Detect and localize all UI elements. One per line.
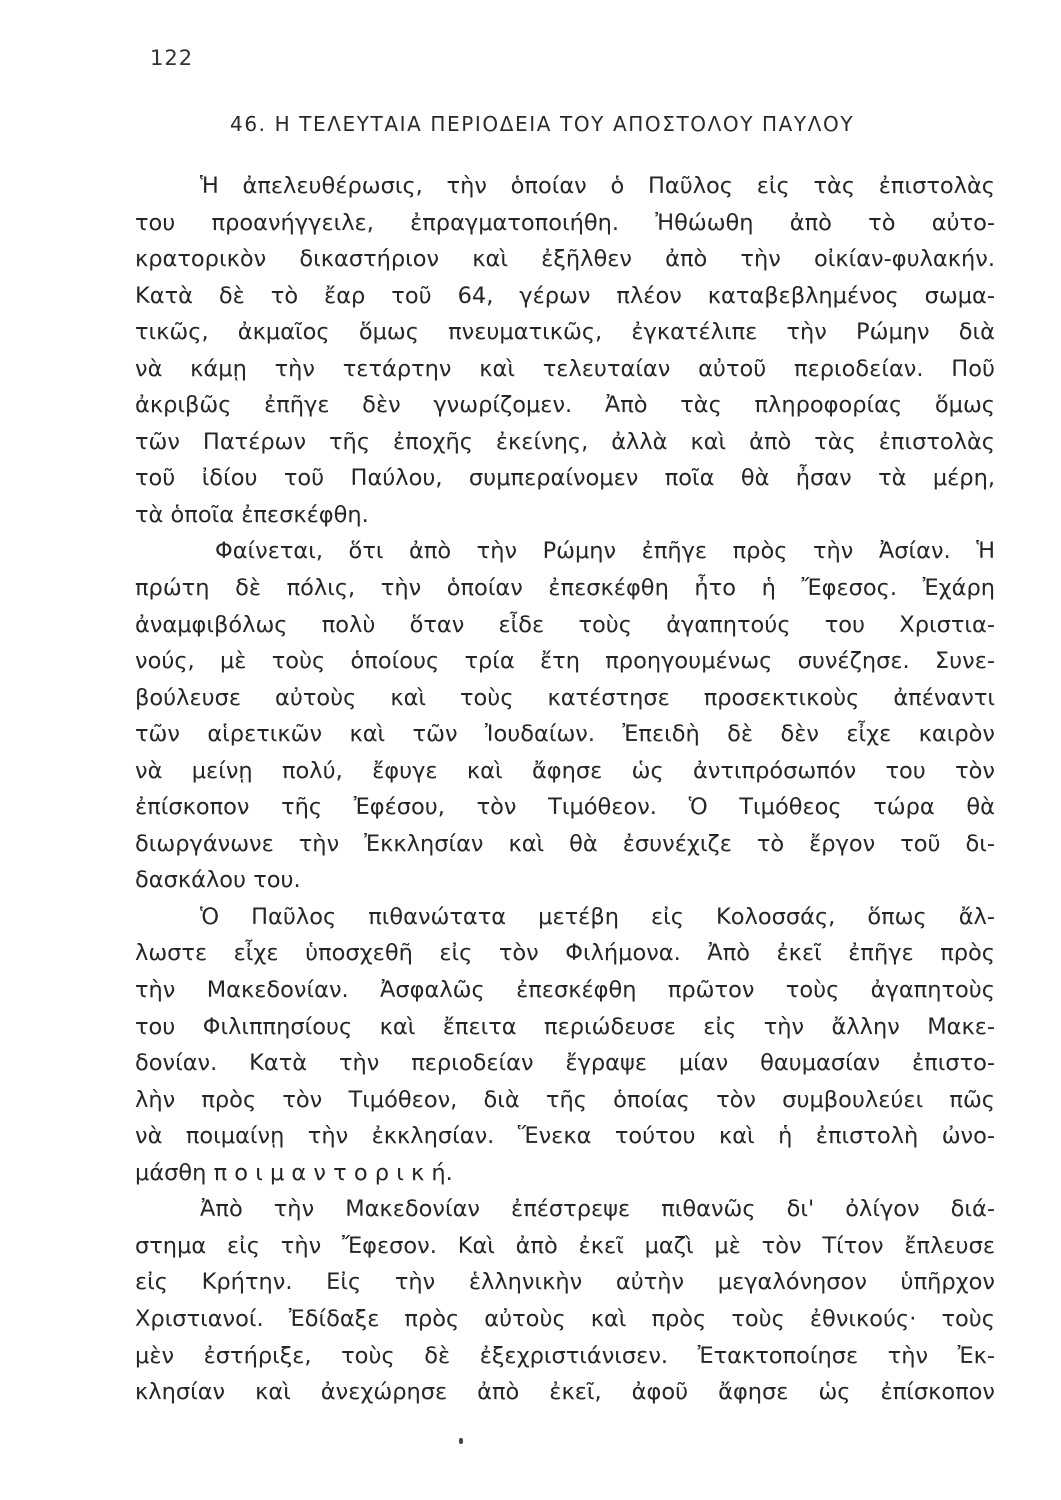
text-line: τῶν Πατέρων τῆς ἐποχῆς ἐκείνης, ἀλλὰ καὶ ἀπὸ τὰς ἐπιστολὰς (135, 428, 995, 455)
text-line: Φαίνεται, ὅτι ἀπὸ τὴν Ρώμην ἐπῆγε πρὸς τὴν Ἀσίαν. Ἡ (215, 538, 995, 565)
text-line: βούλευσε αὐτοὺς καὶ τοὺς κατέστησε προσεκτικοὺς ἀπέναντι (135, 684, 995, 711)
text-line: στημα εἰς τὴν Ἔφεσον. Καὶ ἀπὸ ἐκεῖ μαζὶ μὲ τὸν Τίτον ἔπλευσε (135, 1232, 995, 1259)
text-line: τικῶς, ἀκμαῖος ὅμως πνευματικῶς, ἐγκατέλιπε τὴν Ρώμην διὰ (135, 319, 995, 346)
text-line: δονίαν. Κατὰ τὴν περιοδείαν ἔγραψε μίαν θαυμασίαν ἐπιστο- (135, 1050, 995, 1077)
text-line: λωστε εἶχε ὑποσχεθῆ εἰς τὸν Φιλήμονα. Ἀπὸ ἐκεῖ ἐπῆγε πρὸς (135, 940, 995, 967)
text-line: μὲν ἐστήριξε, τοὺς δὲ ἐξεχριστιάνισεν. Ἐτακτοποίησε τὴν Ἐκ- (135, 1342, 995, 1369)
text-line: λὴν πρὸς τὸν Τιμόθεον, διὰ τῆς ὁποίας τὸν συμβουλεύει πῶς (135, 1086, 995, 1113)
text-line: Ἀπὸ τὴν Μακεδονίαν ἐπέστρεψε πιθανῶς δι' ὀλίγον διά- (200, 1196, 995, 1223)
text-line: εἰς Κρήτην. Εἰς τὴν ἑλληνικὴν αὐτὴν μεγαλόνησον ὑπῆρχον (135, 1269, 995, 1296)
text-line: ἀκριβῶς ἐπῆγε δὲν γνωρίζομεν. Ἀπὸ τὰς πληροφορίας ὅμως (135, 392, 995, 419)
text-line: τοῦ ἰδίου τοῦ Παύλου, συμπεραίνομεν ποῖα θὰ ἦσαν τὰ μέρη, (135, 465, 995, 492)
text-line: νὰ κάμῃ τὴν τετάρτην καὶ τελευταίαν αὐτοῦ περιοδείαν. Ποῦ (135, 355, 995, 382)
text-line: Ἡ ἀπελευθέρωσις, τὴν ὁποίαν ὁ Παῦλος εἰς τὰς ἐπιστολὰς (200, 173, 995, 199)
text-line: νὰ ποιμαίνῃ τὴν ἐκκλησίαν. Ἕνεκα τούτου καὶ ἡ ἐπιστολὴ ὠνο- (135, 1123, 995, 1150)
body-text (135, 168, 995, 1411)
text-line: πρώτη δὲ πόλις, τὴν ὁποίαν ἐπεσκέφθη ἦτο ἡ Ἔφεσος. Ἐχάρη (135, 575, 995, 602)
text-line: μάσθη π ο ι μ α ν τ ο ρ ι κ ή. (135, 1159, 453, 1186)
text-line: του Φιλιππησίους καὶ ἔπειτα περιώδευσε εἰς τὴν ἄλλην Μακε- (135, 1013, 995, 1040)
text-line: τὰ ὁποῖα ἐπεσκέφθη. (135, 501, 369, 528)
ink-mark (459, 1438, 463, 1444)
text-line: νὰ μείνῃ πολύ, ἔφυγε καὶ ἄφησε ὡς ἀντιπρόσωπόν του τὸν (135, 757, 995, 784)
text-line: ἀναμφιβόλως πολὺ ὅταν εἶδε τοὺς ἀγαπητούς του Χριστια- (135, 611, 995, 638)
chapter-title: 46. Η ΤΕΛΕΥΤΑΙΑ ΠΕΡΙΟΔΕΙΑ ΤΟΥ ΑΠΟΣΤΟΛΟΥ ΠΑΥΛΟΥ (230, 112, 855, 136)
text-line: τὴν Μακεδονίαν. Ἀσφαλῶς ἐπεσκέφθη πρῶτον τοὺς ἀγαπητοὺς (135, 977, 995, 1004)
text-line: του προανήγγειλε, ἐπραγματοποιήθη. Ἠθώωθη ἀπὸ τὸ αὐτο- (135, 209, 995, 236)
text-line: νούς, μὲ τοὺς ὁποίους τρία ἔτη προηγουμένως συνέζησε. Συνε- (135, 648, 995, 675)
text-line: διωργάνωνε τὴν Ἐκκλησίαν καὶ θὰ ἐσυνέχιζε τὸ ἔργον τοῦ δι- (135, 830, 995, 857)
text-line: κλησίαν καὶ ἀνεχώρησε ἀπὸ ἐκεῖ, ἀφοῦ ἄφησε ὡς ἐπίσκοπον (135, 1379, 995, 1406)
page-number: 122 (150, 46, 194, 70)
text-line: Ὁ Παῦλος πιθανώτατα μετέβη εἰς Κολοσσάς, ὅπως ἄλ- (200, 903, 995, 930)
text-line: δασκάλου του. (135, 867, 301, 894)
text-line: τῶν αἱρετικῶν καὶ τῶν Ἰουδαίων. Ἐπειδὴ δὲ δὲν εἶχε καιρὸν (135, 721, 995, 748)
text-line: ἐπίσκοπον τῆς Ἐφέσου, τὸν Τιμόθεον. Ὁ Τιμόθεος τώρα θὰ (135, 794, 995, 821)
text-line: Χριστιανοί. Ἐδίδαξε πρὸς αὐτοὺς καὶ πρὸς τοὺς ἐθνικούς· τοὺς (135, 1305, 995, 1332)
text-line: Κατὰ δὲ τὸ ἔαρ τοῦ 64, γέρων πλέον καταβεβλημένος σωμα- (135, 282, 995, 309)
text-line: κρατορικὸν δικαστήριον καὶ ἐξῆλθεν ἀπὸ τὴν οἰκίαν-φυλακήν. (135, 246, 995, 273)
